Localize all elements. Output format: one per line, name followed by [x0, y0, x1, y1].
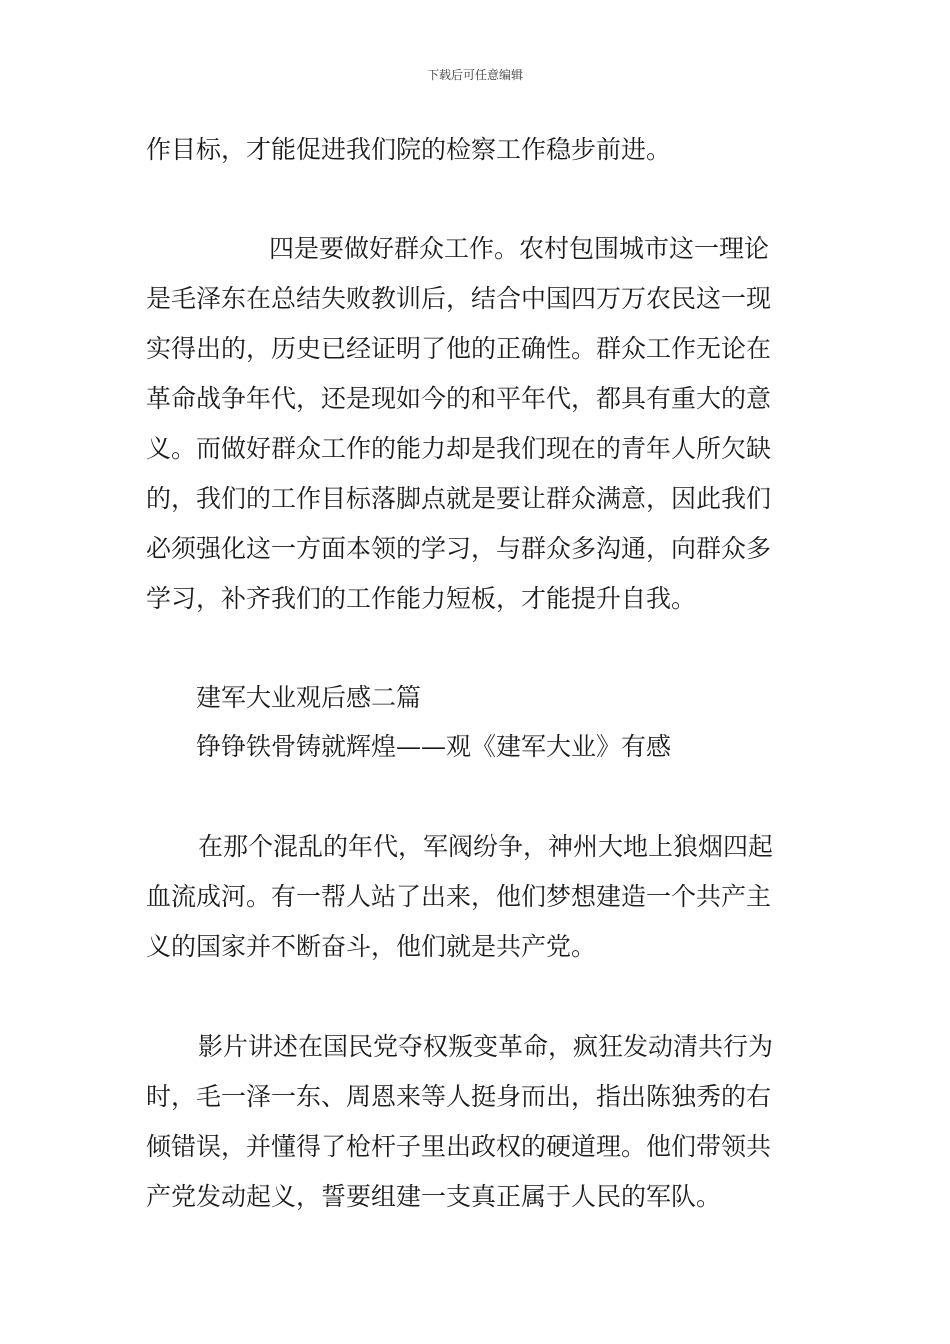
section-subtitle: 铮铮铁骨铸就辉煌——观《建军大业》有感	[196, 732, 672, 761]
text-line: 在那个混乱的年代，军阀纷争，神州大地上狼烟四起	[198, 832, 774, 861]
text-line: 倾错误，并懂得了枪杆子里出政权的硬道理。他们带领共	[146, 1132, 772, 1161]
text-line: 学习，补齐我们的工作能力短板，才能提升自我。	[146, 584, 697, 613]
text-line: 作目标，才能促进我们院的检察工作稳步前进。	[146, 135, 672, 164]
paragraph-4	[146, 1022, 808, 1222]
text-line: 革命战争年代，还是现如今的和平年代，都具有重大的意	[146, 384, 772, 413]
text-line: 实得出的，历史已经证明了他的正确性。群众工作无论在	[146, 334, 772, 363]
text-line: 影片讲述在国民党夺权叛变革命，疯狂发动清共行为	[198, 1032, 774, 1061]
text-line: 义的国家并不断奋斗，他们就是共产党。	[146, 932, 597, 961]
text-line: 的，我们的工作目标落脚点就是要让群众满意，因此我们	[146, 484, 772, 513]
text-line: 产党发动起义，誓要组建一支真正属于人民的军队。	[146, 1182, 722, 1211]
text-line: 必须强化这一方面本领的学习，与群众多沟通，向群众多	[146, 534, 772, 563]
section-title: 建军大业观后感二篇	[196, 683, 422, 712]
paragraph-1	[146, 125, 808, 175]
paragraph-3	[146, 822, 808, 972]
text-line: 是毛泽东在总结失败教训后，结合中国四万万农民这一现	[146, 284, 772, 313]
text-line: 义。而做好群众工作的能力却是我们现在的青年人所欠缺	[146, 434, 772, 463]
text-line: 血流成河。有一帮人站了出来，他们梦想建造一个共产主	[146, 882, 772, 911]
page-header: 下载后可任意编辑	[426, 68, 523, 82]
text-line: 四是要做好群众工作。农村包围城市这一理论	[269, 234, 770, 263]
paragraph-2	[146, 224, 808, 624]
text-line: 时，毛一泽一东、周恩来等人挺身而出，指出陈独秀的右	[146, 1082, 772, 1111]
